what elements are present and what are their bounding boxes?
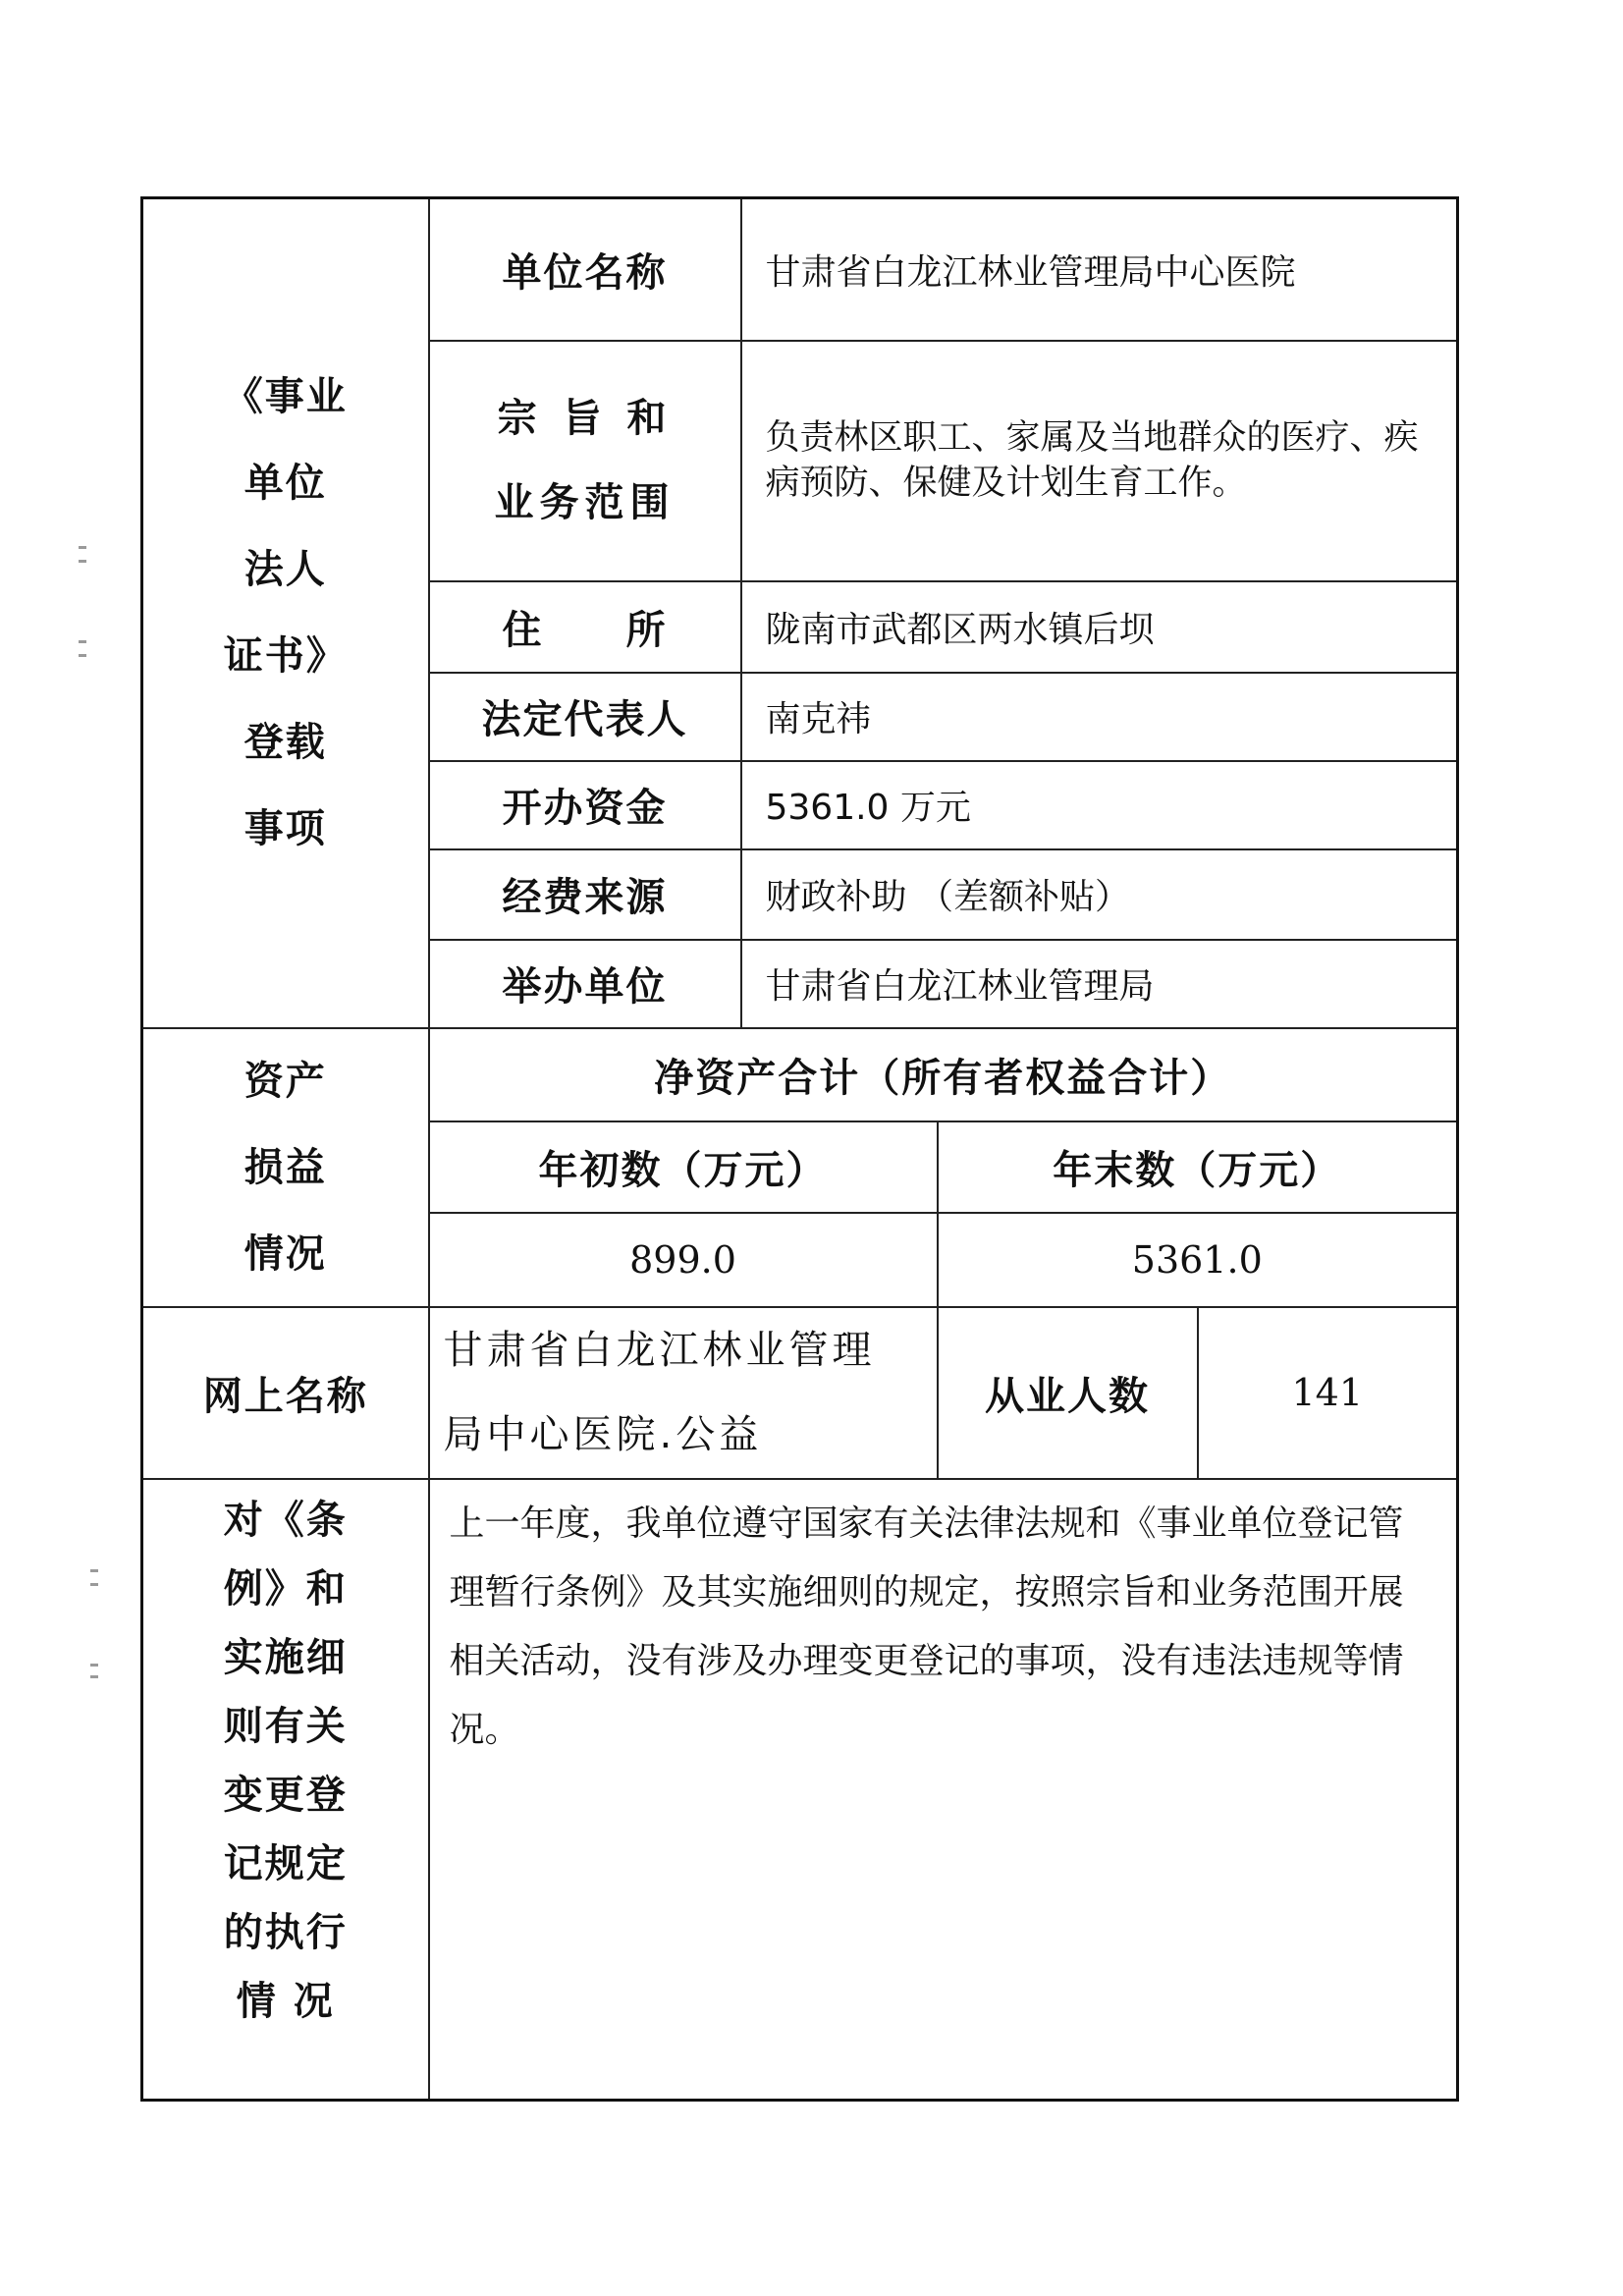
online-name-value: [429, 1307, 938, 1479]
row-online-name: [142, 1307, 1458, 1479]
execution-section-title: [142, 1479, 429, 2101]
funding-value: 财政补助 （差额补贴）: [741, 849, 1458, 940]
purpose-label-line: 宗 旨 和: [497, 396, 673, 441]
address-value: 陇南市武都区两水镇后坝: [741, 581, 1458, 673]
certificate-section-title: [142, 198, 429, 1028]
funding-label: 经费来源: [429, 849, 741, 940]
section-title-line: 对《条: [223, 1497, 348, 1543]
scan-mark: [90, 1675, 98, 1678]
capital-value: 5361.0 万元: [741, 761, 1458, 849]
section-title-line: 资产: [243, 1058, 327, 1104]
scan-mark: [90, 1664, 98, 1667]
address-label: 住 所: [429, 581, 741, 673]
sponsor-value: 甘肃省白龙江林业管理局: [741, 940, 1458, 1028]
section-title-line: 损益: [243, 1144, 327, 1190]
section-title-line: 《事业: [223, 374, 348, 420]
scan-mark: [79, 546, 86, 549]
purpose-label: [429, 341, 741, 581]
end-of-year-value: 5361.0: [938, 1213, 1458, 1307]
legal-rep-value: 南克祎: [741, 673, 1458, 761]
section-title-line: 情 况: [236, 1978, 335, 2024]
execution-statement: 上一年度，我单位遵守国家有关法律法规和《事业单位登记管理暂行条例》及其实施细则的规定，按照宗旨和业务范围开展相关活动，没有涉及办理变更登记的事项，没有违法违规等情况。: [429, 1479, 1458, 2101]
online-name-label: 网上名称: [142, 1307, 429, 1479]
row-assets-header: [142, 1028, 1458, 1121]
scan-mark: [79, 560, 86, 563]
assets-section-title: [142, 1028, 429, 1307]
section-title-line: 情况: [243, 1230, 327, 1277]
capital-label: 开办资金: [429, 761, 741, 849]
start-of-year-value: 899.0: [429, 1213, 938, 1307]
legal-rep-label: 法定代表人: [429, 673, 741, 761]
section-title-line: 单位: [243, 461, 327, 507]
start-of-year-label: 年初数（万元）: [429, 1121, 938, 1213]
scan-mark: [90, 1569, 98, 1572]
row-execution: [142, 1479, 1458, 2101]
unit-name-value: 甘肃省白龙江林业管理局中心医院: [741, 198, 1458, 341]
staff-count-label: 从业人数: [938, 1307, 1198, 1479]
section-title-line: 变更登: [223, 1772, 348, 1818]
section-title-line: 事项: [243, 806, 327, 852]
scan-mark: [79, 654, 86, 657]
section-title-line: 例》和: [223, 1565, 348, 1612]
section-title-line: 登载: [243, 720, 327, 766]
scan-mark: [90, 1583, 98, 1586]
section-title-line: 法人: [243, 547, 327, 593]
sponsor-label: 举办单位: [429, 940, 741, 1028]
net-assets-header: 净资产合计（所有者权益合计）: [429, 1028, 1458, 1121]
purpose-label-line: 业务范围: [494, 480, 676, 525]
online-name-line: 局中心医院.公益: [443, 1412, 763, 1457]
section-title-line: 的执行: [223, 1909, 348, 1955]
staff-count-value: 141: [1198, 1307, 1458, 1479]
registration-form-table: [140, 196, 1459, 2102]
online-name-line: 甘肃省白龙江林业管理: [443, 1328, 876, 1373]
row-unit-name: [142, 198, 1458, 341]
unit-name-label: 单位名称: [429, 198, 741, 341]
end-of-year-label: 年末数（万元）: [938, 1121, 1458, 1213]
section-title-line: 证书》: [223, 633, 348, 680]
section-title-line: 则有关: [223, 1703, 348, 1749]
purpose-value: 负责林区职工、家属及当地群众的医疗、疾病预防、保健及计划生育工作。: [741, 341, 1458, 581]
scan-mark: [79, 640, 86, 643]
section-title-line: 记规定: [223, 1840, 348, 1886]
section-title-line: 实施细: [223, 1634, 348, 1680]
